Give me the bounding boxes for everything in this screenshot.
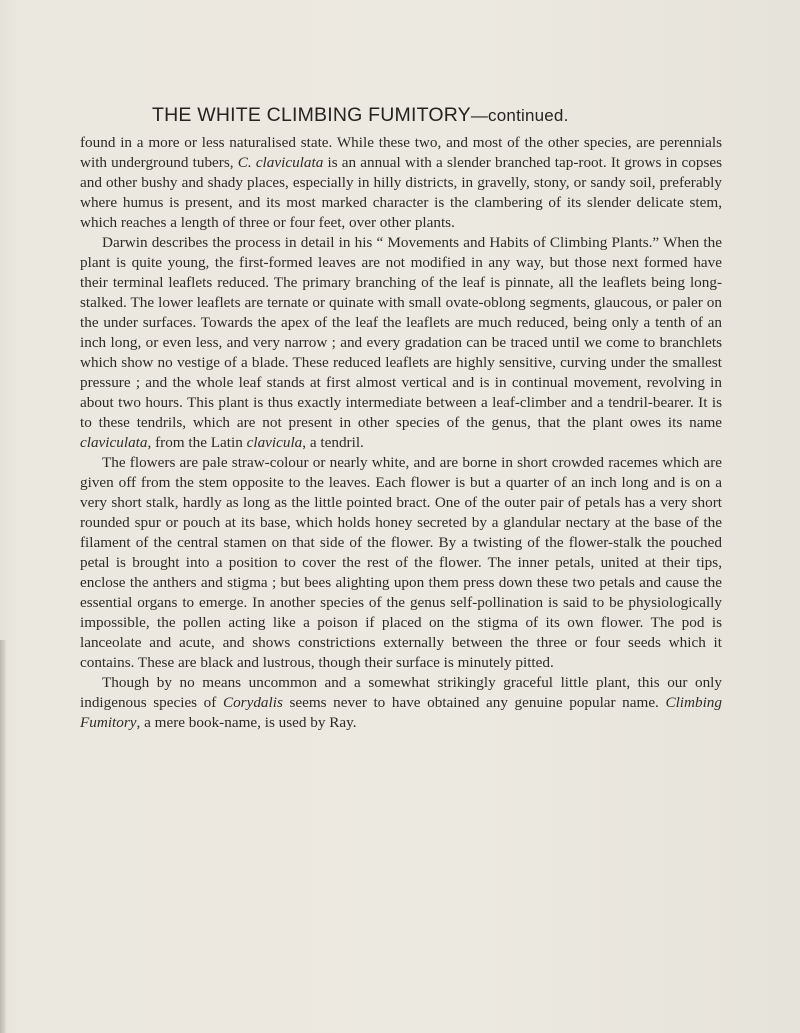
text-run: found in a more or less naturalised state. While these two, and most of the other species, are perennials with underground tubers, — [80, 134, 722, 171]
paragraph — [80, 233, 722, 453]
text-run: seems never to have obtained any genuine popular name. — [282, 694, 666, 711]
heading-title: THE WHITE CLIMBING FUMITORY — [152, 104, 471, 126]
paragraph — [80, 673, 722, 733]
text-run: , a mere book-name, is used by Ray. — [136, 714, 357, 731]
text-run: Darwin describes the process in detail in his “ Movements and Habits of Climbing Plants.” When the plant is quite young, the first-formed leaves are not modified in any way, but those next formed have their terminal leaflets reduced. The primary branching of the leaf is pinnate, all the leaflets being long-stalked. The lower leaflets are ternate or quinate with small ovate-oblong segments, glaucous, or paler on the under surfaces. Towards the apex of the leaf the leaflets are much reduced, being only a tenth of an inch long, or even less, and very narrow ; and every gradation can be traced until we come to branchlets which show no vestige of a blade. These reduced leaflets are highly sensitive, curving under the smallest pressure ; and the whole leaf stands at first almost vertical and is in continual movement, revolving in about two hours. This plant is thus exactly intermediate between a leaf-climber and a tendril-bearer. It is to these tendrils, which are not present in other species of the genus, that the plant owes its name — [80, 234, 722, 431]
paragraph — [80, 453, 722, 673]
text-run: is an annual with a slender branched tap-root. It grows in copses and other bushy and shady places, especially in hilly districts, in gravelly, stony, or sandy soil, preferably where humus is present, and its most marked character is the clambering of its slender delicate stem, which reaches a length of three or four feet, over other plants. — [80, 154, 723, 231]
italic-text: Corydalis — [222, 694, 283, 711]
heading-continued: —continued. — [470, 106, 569, 125]
text-run: The flowers are pale straw-colour or nearly white, and are borne in short crowded racemes which are given off from the stem opposite to the leaves. Each flower is but a quarter of an inch long and is on a very short stalk, hardly as long as the little pointed bract. One of the outer pair of petals has a very short rounded spur or pouch at its base, which holds honey secreted by a glandular nectary at the base of the filament of the central stamen on that side of the flower. By a twisting of the flower-stalk the pouched petal is brought into a position to cover the rest of the flower. The inner petals, united at their tips, enclose the anthers and stigma ; but bees alighting upon them press down these two petals and cause the essential organs to emerge. In another species of the genus self-pollination is said to be physiologically impossible, the pollen acting like a poison if placed on the stigma of its own flower. The pod is lanceolate and acute, and shows constrictions externally between the three or four seeds which it contains. These are black and lustrous, though their surface is minutely pitted. — [80, 454, 722, 671]
text-run: Though by no means uncommon and a somewhat strikingly graceful little plant, this our only indigenous species of — [80, 674, 722, 711]
page-gutter-shadow — [0, 640, 6, 1033]
text-run: , from the Latin — [147, 434, 247, 451]
text-run: , a tendril. — [302, 434, 364, 451]
body-text — [80, 133, 722, 733]
italic-text: C. claviculata — [237, 154, 324, 171]
paragraph — [80, 133, 722, 233]
italic-text: claviculata — [80, 434, 148, 451]
page-heading — [152, 104, 712, 127]
italic-text: clavicula — [246, 434, 303, 451]
italic-text: Climbing Fumitory — [80, 694, 722, 731]
